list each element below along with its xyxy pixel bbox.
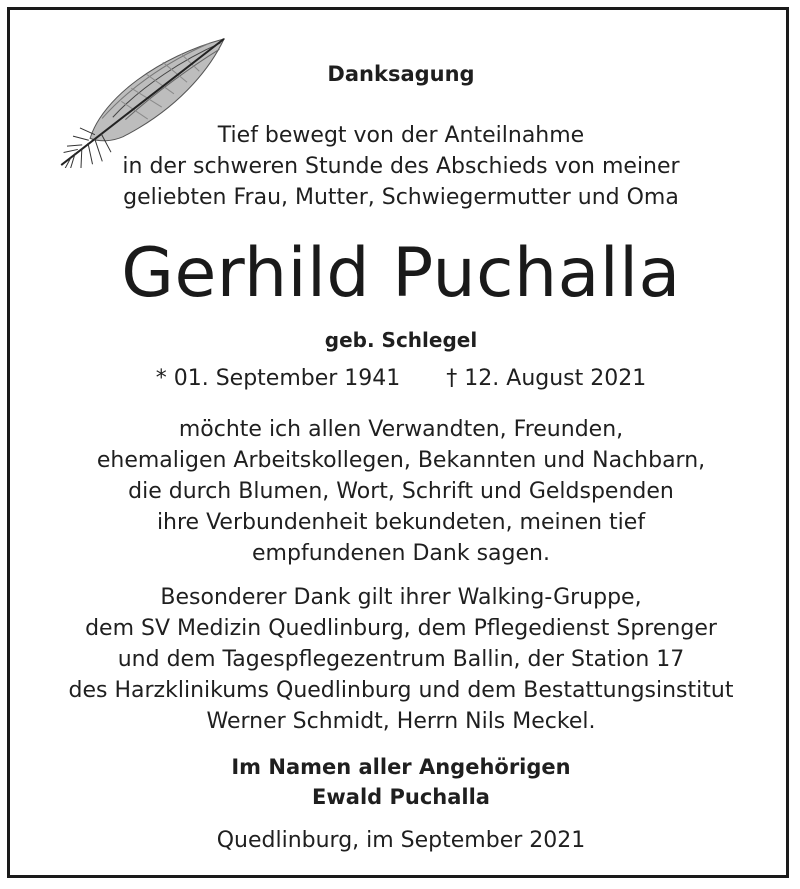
notice-title: Danksagung xyxy=(327,62,475,86)
signature xyxy=(10,752,792,812)
life-dates xyxy=(10,366,792,391)
obituary-frame xyxy=(7,7,789,878)
signature-line: Im Namen aller Angehörigen xyxy=(231,755,571,779)
place-date: Quedlinburg, im September 2021 xyxy=(216,828,586,853)
special-thanks-line: dem SV Medizin Quedlinburg, dem Pflegedienst Sprenger xyxy=(85,616,717,641)
intro-line: geliebten Frau, Mutter, Schwiegermutter und Oma xyxy=(123,185,679,210)
special-thanks-line: des Harzklinikums Quedlinburg und dem Bestattungsinstitut xyxy=(68,678,734,703)
thanks-line: ehemaligen Arbeitskollegen, Bekannten und Nachbarn, xyxy=(96,448,706,473)
intro-line: Tief bewegt von der Anteilnahme xyxy=(217,123,585,148)
signature-line: Ewald Puchalla xyxy=(312,785,490,809)
special-thanks-line: Werner Schmidt, Herrn Nils Meckel. xyxy=(206,709,596,734)
special-thanks-text xyxy=(10,582,792,737)
thanks-text xyxy=(10,414,792,569)
deceased-name: Gerhild Puchalla xyxy=(121,234,681,313)
thanks-line: die durch Blumen, Wort, Schrift und Geldspenden xyxy=(128,479,674,504)
thanks-line: ihre Verbundenheit bekundeten, meinen tief xyxy=(156,510,646,535)
special-thanks-line: Besonderer Dank gilt ihrer Walking-Gruppe, xyxy=(160,585,642,610)
intro-line: in der schweren Stunde des Abschieds von meiner xyxy=(122,154,680,179)
intro-text xyxy=(10,120,792,213)
thanks-line: empfundenen Dank sagen. xyxy=(252,541,550,566)
birth-date: * 01. September 1941 xyxy=(155,366,401,391)
death-date: † 12. August 2021 xyxy=(446,366,647,391)
thanks-line: möchte ich allen Verwandten, Freunden, xyxy=(178,417,624,442)
special-thanks-line: und dem Tagespflegezentrum Ballin, der Station 17 xyxy=(117,647,685,672)
maiden-name: geb. Schlegel xyxy=(324,328,478,352)
